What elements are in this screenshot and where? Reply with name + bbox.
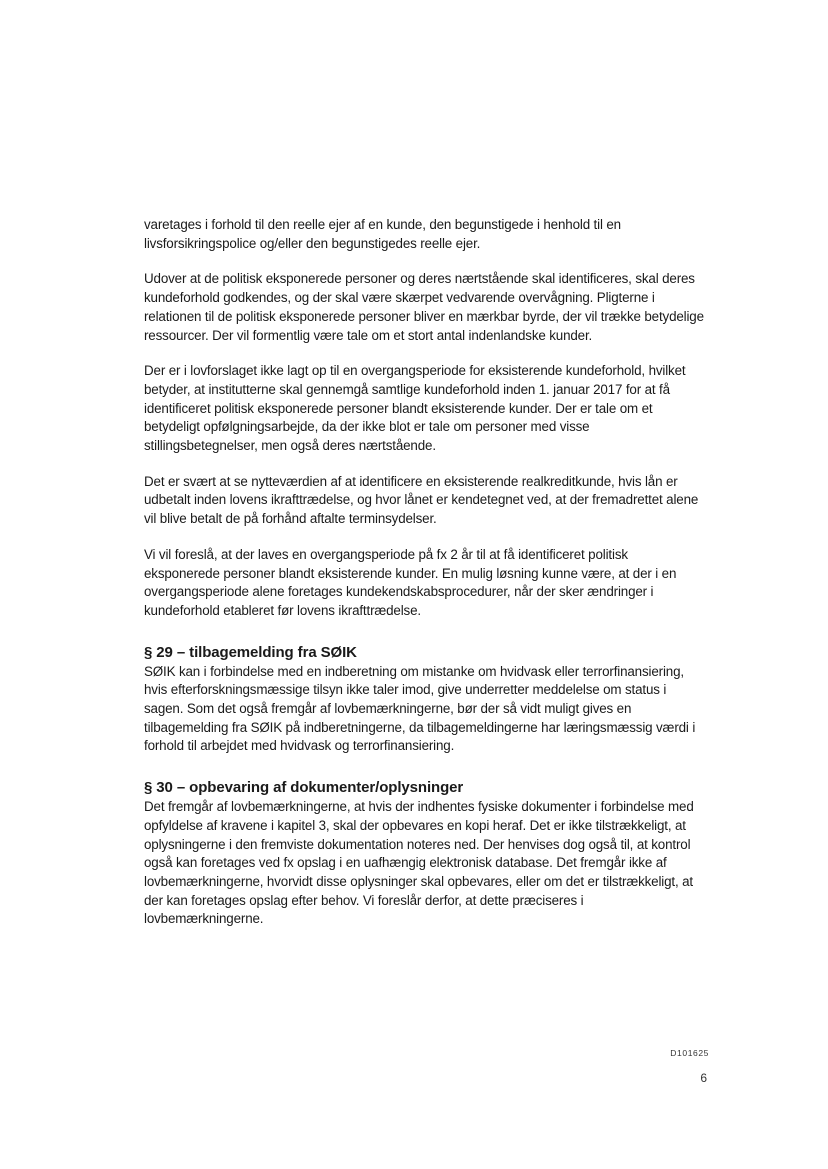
section-heading: § 29 – tilbagemelding fra SØIK [144, 643, 357, 661]
paragraph-proposal: Vi vil foreslå, at der laves en overgangsperiode på fx 2 år til at få identificeret politisk eksponerede personer blandt eksisterende kunder. En mulig løsning kunne være, at der i en overgangsperiode alene foretages kundekendskabsprocedurer, når der sker ændringer i kundeforhold etableret før lovens ikrafttrædelse. [144, 546, 677, 618]
paragraph-pep-continuation: varetages i forhold til den reelle ejer af en kunde, den begunstigede i henhold til en livsforsikringspolice og/eller den begunstigedes reelle ejer. [144, 217, 621, 251]
paragraph-transition-period: Der er i lovforslaget ikke lagt op til en overgangsperiode for eksisterende kundeforhold, hvilket betyder, at institutterne skal gennemgå samtlige kundeforhold inden 1. januar 2017 for at få identificeret politisk eksponerede personer blandt eksisterende kunder. Der er tale om et betydeligt opfølgningsarbejde, da der ikke blot er tale om personer med visse stillingsbetegnelser, men også deres nærtstående. [144, 363, 686, 454]
section-30 [144, 778, 704, 929]
page-content [144, 216, 704, 929]
section-body: Det fremgår af lovbemærkningerne, at hvis der indhentes fysiske dokumenter i forbindelse med opfyldelse af kravene i kapitel 3, skal der opbevares en kopi heraf. Det er ikke tilstrækkeligt, at oplysningerne i den fremviste dokumentation noteres ned. Der henvises dog også til, at kontrol også kan foretages ved fx opslag i en uafhængig elektronisk database. Det fremgår ikke af lovbemærkningerne, hvorvidt disse oplysninger skal opbevares, eller om det er tilstrækkeligt, at der kan foretages opslag efter behov. Vi foreslår derfor, at dette præciseres i lovbemærkningerne. [144, 799, 694, 927]
paragraph-pep-obligations: Udover at de politisk eksponerede personer og deres nærtstående skal identificeres, skal deres kundeforhold godkendes, og der skal være skærpet vedvarende overvågning. Pligterne i relationen til de politisk eksponerede personer bliver en mærkbar byrde, der vil trække betydelige ressourcer. Der vil formentlig være tale om et stort antal indenlandske kunder. [144, 271, 704, 343]
section-29 [144, 643, 704, 757]
section-body: SØIK kan i forbindelse med en indberetning om mistanke om hvidvask eller terrorfinansiering, hvis efterforskningsmæssige tilsyn ikke taler imod, give underretter meddelelse om status i sagen. Som det også fremgår af lovbemærkningerne, bør der så vidt muligt gives en tilbagemelding fra SØIK på indberetningerne, da tilbagemeldingerne har læringsmæssig værdi i forhold til arbejdet med hvidvask og terrorfinansiering. [144, 663, 696, 754]
section-heading: § 30 – opbevaring af dokumenter/oplysninger [144, 779, 464, 797]
page-number: 6 [700, 1071, 707, 1085]
paragraph-mortgage-customers: Det er svært at se nytteværdien af at identificere en eksisterende realkreditkunde, hvis lån er udbetalt inden lovens ikrafttrædelse, og hvor lånet er kendetegnet ved, at der fremadrettet alene vil blive betalt de på forhånd aftalte terminsydelser. [144, 473, 699, 527]
document-code: D101625 [670, 1048, 709, 1058]
